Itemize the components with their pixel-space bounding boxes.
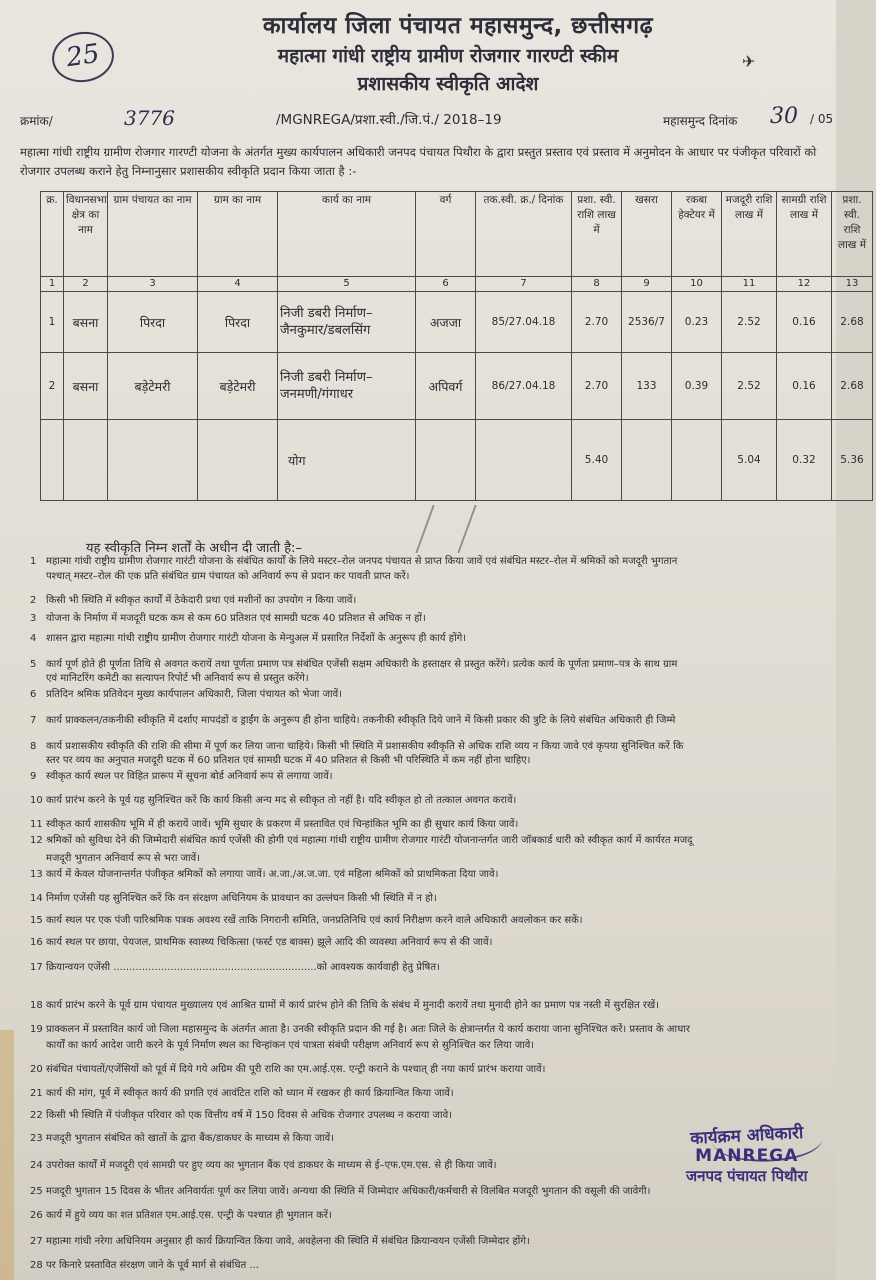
condition-item (30, 771, 836, 783)
condition-text: किसी भी स्थिति में स्वीकृत कार्यों में ठेकेदारी प्रथा एवं मशीनों का उपयोग न किया जावें। (46, 595, 357, 606)
ref-place-date-label: महासमुन्द दिनांक (663, 114, 738, 128)
condition-text: एवं मानिटरिंग कमेटी का सत्यापन रिपोर्ट भी अनिवार्य रूप से प्रस्तुत करेंगे। (46, 673, 309, 684)
total-amount: 5.40 (572, 420, 622, 501)
condition-text: श्रमिकों को सुविधा देने की जिम्मेदारी संबंधित कार्य एजेंसी की होगी एवं महात्मा गांधी राष्ट्रीय ग्रामीण रोजगार गारंटी योजनान्तर्गत जारी जॉबकार्ड धारी को स्वीकृत कार्य में कार्यरत मजदू (46, 835, 693, 846)
condition-item (30, 571, 836, 583)
ref-number: 3776 (124, 106, 175, 130)
condition-text: प्राक्कलन में प्रस्तावित कार्य जो जिला महासमुन्द के अंतर्गत आता है। उनकी स्वीकृति प्रदान की गई है। अतः जिले के क्षेत्रान्तर्गत ये कार्य कराया जाना सुनिश्चित करें। प्रस्ताव के आधार (46, 1024, 690, 1035)
condition-text: कार्य स्थल पर एक पंजी पारिश्रमिक पत्रक अवश्य रखें ताकि निगरानी समिति, जनप्रतिनिधि एवं कार्य निरीक्षण करने वाले अधिकारी अवलोकन कर सकें। (46, 915, 583, 926)
empty-cell (416, 420, 476, 501)
condition-item (30, 673, 836, 685)
condition-item (30, 689, 836, 701)
condition-number: 13 (30, 869, 43, 880)
ref-month: / 05 (810, 112, 834, 126)
condition-number: 15 (30, 915, 43, 926)
cell-work-name: निजी डबरी निर्माण– जनमणी/गंगाधर (278, 353, 416, 420)
total-label: योग (278, 420, 416, 501)
condition-item (30, 962, 836, 974)
col-number: 6 (416, 277, 476, 292)
condition-text: निर्माण एजेंसी यह सुनिश्चित करें कि वन संरक्षण अधिनियम के प्रावधान का उल्लंघन किसी भी स्थिति में न हो। (46, 893, 437, 904)
cell-total: 2.68 (832, 353, 873, 420)
col-number: 1 (41, 277, 64, 292)
side-mark-icon: ✈ (742, 52, 756, 71)
condition-number: 1 (30, 556, 37, 567)
cell-sno: 1 (41, 292, 64, 353)
th-area: रकबा हेक्टेयर में (672, 192, 722, 277)
condition-item (30, 1236, 836, 1248)
condition-number: 6 (30, 689, 37, 700)
col-number: 10 (672, 277, 722, 292)
condition-text: योजना के निर्माण में मजदूरी घटक कम से कम 60 प्रतिशत एवं सामग्री घटक 40 प्रतिशत से अधिक न हों। (46, 613, 426, 624)
ref-day: 30 (770, 104, 798, 129)
stamp-line-3: जनपद पंचायत पिथौरा (686, 1167, 808, 1185)
condition-number: 23 (30, 1133, 43, 1144)
condition-text: प्रतिदिन श्रमिक प्रतिवेदन मुख्य कार्यपालन अधिकारी, जिला पंचायत को भेजा जावें। (46, 689, 342, 700)
condition-number: 25 (30, 1186, 43, 1197)
condition-item (30, 1260, 836, 1272)
condition-item (30, 1040, 836, 1052)
ref-label: क्रमांक/ (20, 114, 53, 128)
condition-item (30, 835, 836, 847)
condition-text: स्वीकृत कार्य शासकीय भूमि में ही करायें जावें। भूमि सुधार के प्रकरण में प्रस्तावित एवं चिन्हांकित भूमि का ही सुधार कार्य किया जावें। (46, 819, 519, 830)
stamp-line-1: कार्यक्रम अधिकारी (689, 1123, 804, 1149)
condition-item (30, 633, 836, 645)
office-heading: कार्यालय जिला पंचायत महासमुन्द, छत्तीसगढ़ (262, 13, 654, 39)
pen-scribble (415, 505, 476, 553)
total-material: 0.32 (777, 420, 832, 501)
condition-number: 28 (30, 1260, 43, 1271)
cell-category: अजजा (416, 292, 476, 353)
empty-cell (64, 420, 108, 501)
condition-text: कार्य पूर्ण होते ही पूर्णता तिथि से अवगत करायें तथा पूर्णता प्रमाण पत्र संबंधित एजेंसी सक्षम अधिकारी के हस्ताक्षर से प्रस्तुत करेंगे। प्रत्येक कार्य के पूर्णता प्रमाण–पत्र के साथ ग्राम (46, 659, 678, 670)
condition-number: 21 (30, 1088, 43, 1099)
condition-number: 19 (30, 1024, 43, 1035)
condition-text: मजदूरी भुगतान अनिवार्य रूप से भरा जावें। (46, 853, 200, 864)
th-material: सामग्री राशि लाख में (777, 192, 832, 277)
condition-number: 3 (30, 613, 37, 624)
cell-as-amount: 2.70 (572, 353, 622, 420)
condition-number: 14 (30, 893, 43, 904)
condition-text: उपरोक्त कार्यों में मजदूरी एवं सामग्री पर हुए व्यय का भुगतान बैंक एवं डाकघर के माध्यम से ई–एफ.एम.एस. से ही किया जावें। (46, 1160, 497, 1171)
cell-village: पिरदा (198, 292, 278, 353)
ref-code: /MGNREGA/प्रशा.स्वी./जि.पं./ 2018–19 (276, 112, 502, 128)
condition-number: 26 (30, 1210, 43, 1221)
condition-number: 7 (30, 715, 37, 726)
cell-ts-number: 85/27.04.18 (476, 292, 572, 353)
condition-item (30, 659, 836, 671)
condition-text: शासन द्वारा महात्मा गांधी राष्ट्रीय ग्रामीण रोजगार गारंटी योजना के मेन्युअल में प्रसारित निर्देशों के अनुरूप ही कार्य होंगे। (46, 633, 467, 644)
table-header-row (41, 192, 873, 277)
th-sno: क्र. (41, 192, 64, 277)
condition-item (30, 1088, 836, 1100)
cell-sno: 2 (41, 353, 64, 420)
th-gram-panchayat: ग्राम पंचायत का नाम (108, 192, 198, 277)
th-as-amount: प्रशा. स्वी. राशि लाख में (572, 192, 622, 277)
th-total: प्रशा. स्वी. राशि लाख में (832, 192, 873, 277)
th-constituency: विधानसभा क्षेत्र का नाम (64, 192, 108, 277)
table-row (41, 353, 873, 420)
condition-number: 17 (30, 962, 43, 973)
cell-area: 0.23 (672, 292, 722, 353)
cell-work-name: निजी डबरी निर्माण– जैनकुमार/डबलसिंग (278, 292, 416, 353)
condition-text: कार्यों का कार्य आदेश जारी करने के पूर्व निर्माण स्थल का चिन्हांकन एवं पात्रता संबंधी परीक्षण अनिवार्य रूप से सुनिश्चित कर लिया जावे। (46, 1040, 535, 1051)
col-number: 7 (476, 277, 572, 292)
empty-cell (198, 420, 278, 501)
empty-cell (476, 420, 572, 501)
col-number: 9 (622, 277, 672, 292)
condition-item (30, 915, 836, 927)
col-number: 8 (572, 277, 622, 292)
condition-text: मजदूरी भुगतान 15 दिवस के भीतर अनिवार्यतः पूर्ण कर लिया जावें। अन्यथा की स्थिति में जिम्मेदार अधिकारी/कर्मचारी से विलंबित मजदूरी भुगतान की वसूली की जावेगी। (46, 1186, 651, 1197)
condition-text: कार्य प्रारंभ करने के पूर्व ग्राम पंचायत मुख्यालय एवं आश्रित ग्रामों में कार्य प्रारंभ होने की तिथि के संबंध में मुनादी करायें तथा मुनादी होने का प्रमाण पत्र नस्ती में सुरक्षित रखें। (46, 1000, 659, 1011)
intro-paragraph: महात्मा गांधी राष्ट्रीय ग्रामीण रोजगार गारण्टी योजना के अंतर्गत मुख्य कार्यपालन अधिकारी जनपद पंचायत पिथौरा के द्वारा प्रस्तुत प्रस्ताव एवं प्रस्ताव में अनुमोदन के आधार पर पंजीकृत परिवारों को रोजगार उपलब्ध कराने हेतु निम्नानुसार प्रशासकीय स्वीकृति प्रदान किया जाता है :- (20, 145, 817, 178)
stamp-line-2: MANREGA (695, 1146, 799, 1166)
condition-item (30, 755, 836, 767)
empty-cell (672, 420, 722, 501)
total-labour: 5.04 (722, 420, 777, 501)
cell-category: अपिवर्ग (416, 353, 476, 420)
conditions-heading: यह स्वीकृति निम्न शर्तों के अधीन दी जाती है:– (86, 541, 303, 556)
cell-as-amount: 2.70 (572, 292, 622, 353)
th-khasra: खसरा (622, 192, 672, 277)
condition-item (30, 1110, 836, 1122)
total-sum: 5.36 (832, 420, 873, 501)
empty-cell (622, 420, 672, 501)
condition-text: किसी भी स्थिति में पंजीकृत परिवार को एक वित्तीय वर्ष में 150 दिवस से अधिक रोजगार उपलब्ध न कराया जावे। (46, 1110, 452, 1121)
order-title: प्रशासकीय स्वीकृति आदेश (357, 73, 539, 95)
cell-gram-panchayat: बड़ेटेमरी (108, 353, 198, 420)
cell-constituency: बसना (64, 353, 108, 420)
condition-text: पश्चात् मस्टर–रोल की एक प्रति संबंधित ग्राम पंचायत को अनिवार्य रूप से प्रदान कर पावती प्राप्त करें। (46, 571, 410, 582)
condition-item (30, 819, 836, 831)
cell-gram-panchayat: पिरदा (108, 292, 198, 353)
condition-text: पर किनारे प्रस्तावित संरक्षण जाने के पूर्व मार्ग से संबंधित ... (46, 1260, 259, 1271)
condition-text: मजदूरी भुगतान संबंधित को खातों के द्वारा बैंक/डाकघर के माध्यम से किया जावें। (46, 1133, 334, 1144)
th-ts-number: तक.स्वी. क्र./ दिनांक (476, 192, 572, 277)
condition-text: संबंधित पंचायतों/एजेंसियों को पूर्व में दिये गये अग्रिम की पूरी राशि का एम.आई.एस. एन्ट्री कराने के पश्चात् ही नया कार्य प्रारंभ कराया जावें। (46, 1064, 546, 1075)
table-column-number-row (41, 277, 873, 292)
cell-village: बड़ेटेमरी (198, 353, 278, 420)
condition-text: स्तर पर व्यय का अनुपात मजदूरी घटक में 60 प्रतिशत एवं सामग्री घटक में 40 प्रतिशत से किसी भी परिस्थिति में कम नहीं होना चाहिए। (46, 755, 531, 766)
col-number: 13 (832, 277, 873, 292)
col-number: 2 (64, 277, 108, 292)
condition-item (30, 741, 836, 753)
condition-item (30, 1024, 836, 1036)
cell-khasra: 2536/7 (622, 292, 672, 353)
condition-text: कार्य प्रारंभ करने के पूर्व यह सुनिश्चित करें कि कार्य किसी अन्य मद से स्वीकृत तो नहीं है। यदि स्वीकृत हो तो तत्काल अवगत करावें। (46, 795, 517, 806)
condition-item (30, 1064, 836, 1076)
condition-item (30, 893, 836, 905)
condition-text: कार्य की मांग, पूर्व में स्वीकृत कार्य की प्रगति एवं आवंटित राशि को ध्यान में रखकर ही कार्य क्रियान्वित किया जावें। (46, 1088, 454, 1099)
sanction-table (40, 191, 873, 501)
condition-number: 8 (30, 741, 37, 752)
empty-cell (108, 420, 198, 501)
empty-cell (41, 420, 64, 501)
condition-item (30, 869, 836, 881)
condition-number: 2 (30, 595, 37, 606)
circled-page-number: 25 (49, 28, 117, 86)
th-work-name: कार्य का नाम (278, 192, 416, 277)
condition-item (30, 795, 836, 807)
col-number: 11 (722, 277, 777, 292)
condition-item (30, 1186, 836, 1198)
condition-text: स्वीकृत कार्य स्थल पर विहित प्रारूप में सूचना बोर्ड अनिवार्य रूप से लगाया जावें। (46, 771, 333, 782)
scheme-heading: महात्मा गांधी राष्ट्रीय ग्रामीण रोजगार गारण्टी स्कीम (277, 45, 619, 67)
cell-constituency: बसना (64, 292, 108, 353)
table-row (41, 292, 873, 353)
cell-material: 0.16 (777, 353, 832, 420)
cell-total: 2.68 (832, 292, 873, 353)
condition-number: 24 (30, 1160, 43, 1171)
condition-text: महात्मा गांधी राष्ट्रीय ग्रामीण रोजगार गारंटी योजना के संबंधित कार्यों के लिये मस्टर–रोल जनपद पंचायत से प्राप्त किया जावें एवं संबंधित मस्टर–रोल में श्रमिकों को मजदूरी भुगतान (46, 556, 678, 567)
cell-material: 0.16 (777, 292, 832, 353)
cell-khasra: 133 (622, 353, 672, 420)
condition-text: कार्य प्रशासकीय स्वीकृति की राशि की सीमा में पूर्ण कर लिया जाना चाहिये। किसी भी स्थिति में प्रशासकीय स्वीकृति से अधिक राशि व्यय न किया जावे एवं कृपया सुनिश्चित करें कि (46, 741, 684, 752)
cell-ts-number: 86/27.04.18 (476, 353, 572, 420)
condition-item (30, 937, 836, 949)
condition-number: 4 (30, 633, 37, 644)
condition-item (30, 1210, 836, 1222)
condition-text: कार्य में केवल योजनान्तर्गत पंजीकृत श्रमिकों को लगाया जावें। अ.जा./अ.ज.जा. एवं महिला श्रमिकों को प्राथमिकता दिया जावे। (46, 869, 499, 880)
th-village: ग्राम का नाम (198, 192, 278, 277)
condition-number: 10 (30, 795, 43, 806)
cell-labour: 2.52 (722, 353, 777, 420)
condition-number: 11 (30, 819, 43, 830)
official-stamp (686, 1123, 807, 1186)
condition-text: कार्य स्थल पर छाया, पेयजल, प्राथमिक स्वास्थ्य चिकित्सा (फर्स्ट एड बाक्स) झूले आदि की व्यवस्था अनिवार्य रूप से की जावें। (46, 937, 493, 948)
condition-item (30, 556, 836, 568)
cell-labour: 2.52 (722, 292, 777, 353)
condition-number: 16 (30, 937, 43, 948)
col-number: 12 (777, 277, 832, 292)
condition-item (30, 1000, 836, 1012)
condition-number: 20 (30, 1064, 43, 1075)
condition-number: 22 (30, 1110, 43, 1121)
th-category: वर्ग (416, 192, 476, 277)
col-number: 5 (278, 277, 416, 292)
condition-item (30, 613, 836, 625)
condition-text: कार्य में हुये व्यय का शत प्रतिशत एम.आई.एस. एन्ट्री के पश्चात ही भुगतान करें। (46, 1210, 332, 1221)
condition-text: महात्मा गांधी नरेगा अधिनियम अनुसार ही कार्य क्रियान्वित किया जावे, अवहेलना की स्थिति में संबंधित क्रियान्वयन एजेंसी जिम्मेदार होंगे। (46, 1236, 530, 1247)
condition-number: 18 (30, 1000, 43, 1011)
cell-area: 0.39 (672, 353, 722, 420)
page-edge-shadow (0, 1030, 14, 1280)
condition-text: कार्य प्राक्कलन/तकनीकी स्वीकृति में दर्शाए मापदंडों व ड्राईंग के अनुरूप ही होना चाहिये। तकनीकी स्वीकृति दिये जाने में किसी प्रकार की त्रुटि के लिये संबंधित अधिकारी ही जिम्मे (46, 715, 676, 726)
th-labour: मजदूरी राशि लाख में (722, 192, 777, 277)
condition-number: 27 (30, 1236, 43, 1247)
col-number: 3 (108, 277, 198, 292)
condition-number: 5 (30, 659, 37, 670)
condition-item (30, 715, 836, 727)
table-total-row (41, 420, 873, 501)
condition-item (30, 853, 836, 865)
condition-number: 12 (30, 835, 43, 846)
condition-text: क्रियान्वयन एजेंसी ................................................................को आवश्यक कार्यवाही हेतु प्रेषित। (46, 962, 440, 973)
condition-number: 9 (30, 771, 37, 782)
condition-item (30, 595, 836, 607)
reference-line (20, 104, 836, 132)
col-number: 4 (198, 277, 278, 292)
